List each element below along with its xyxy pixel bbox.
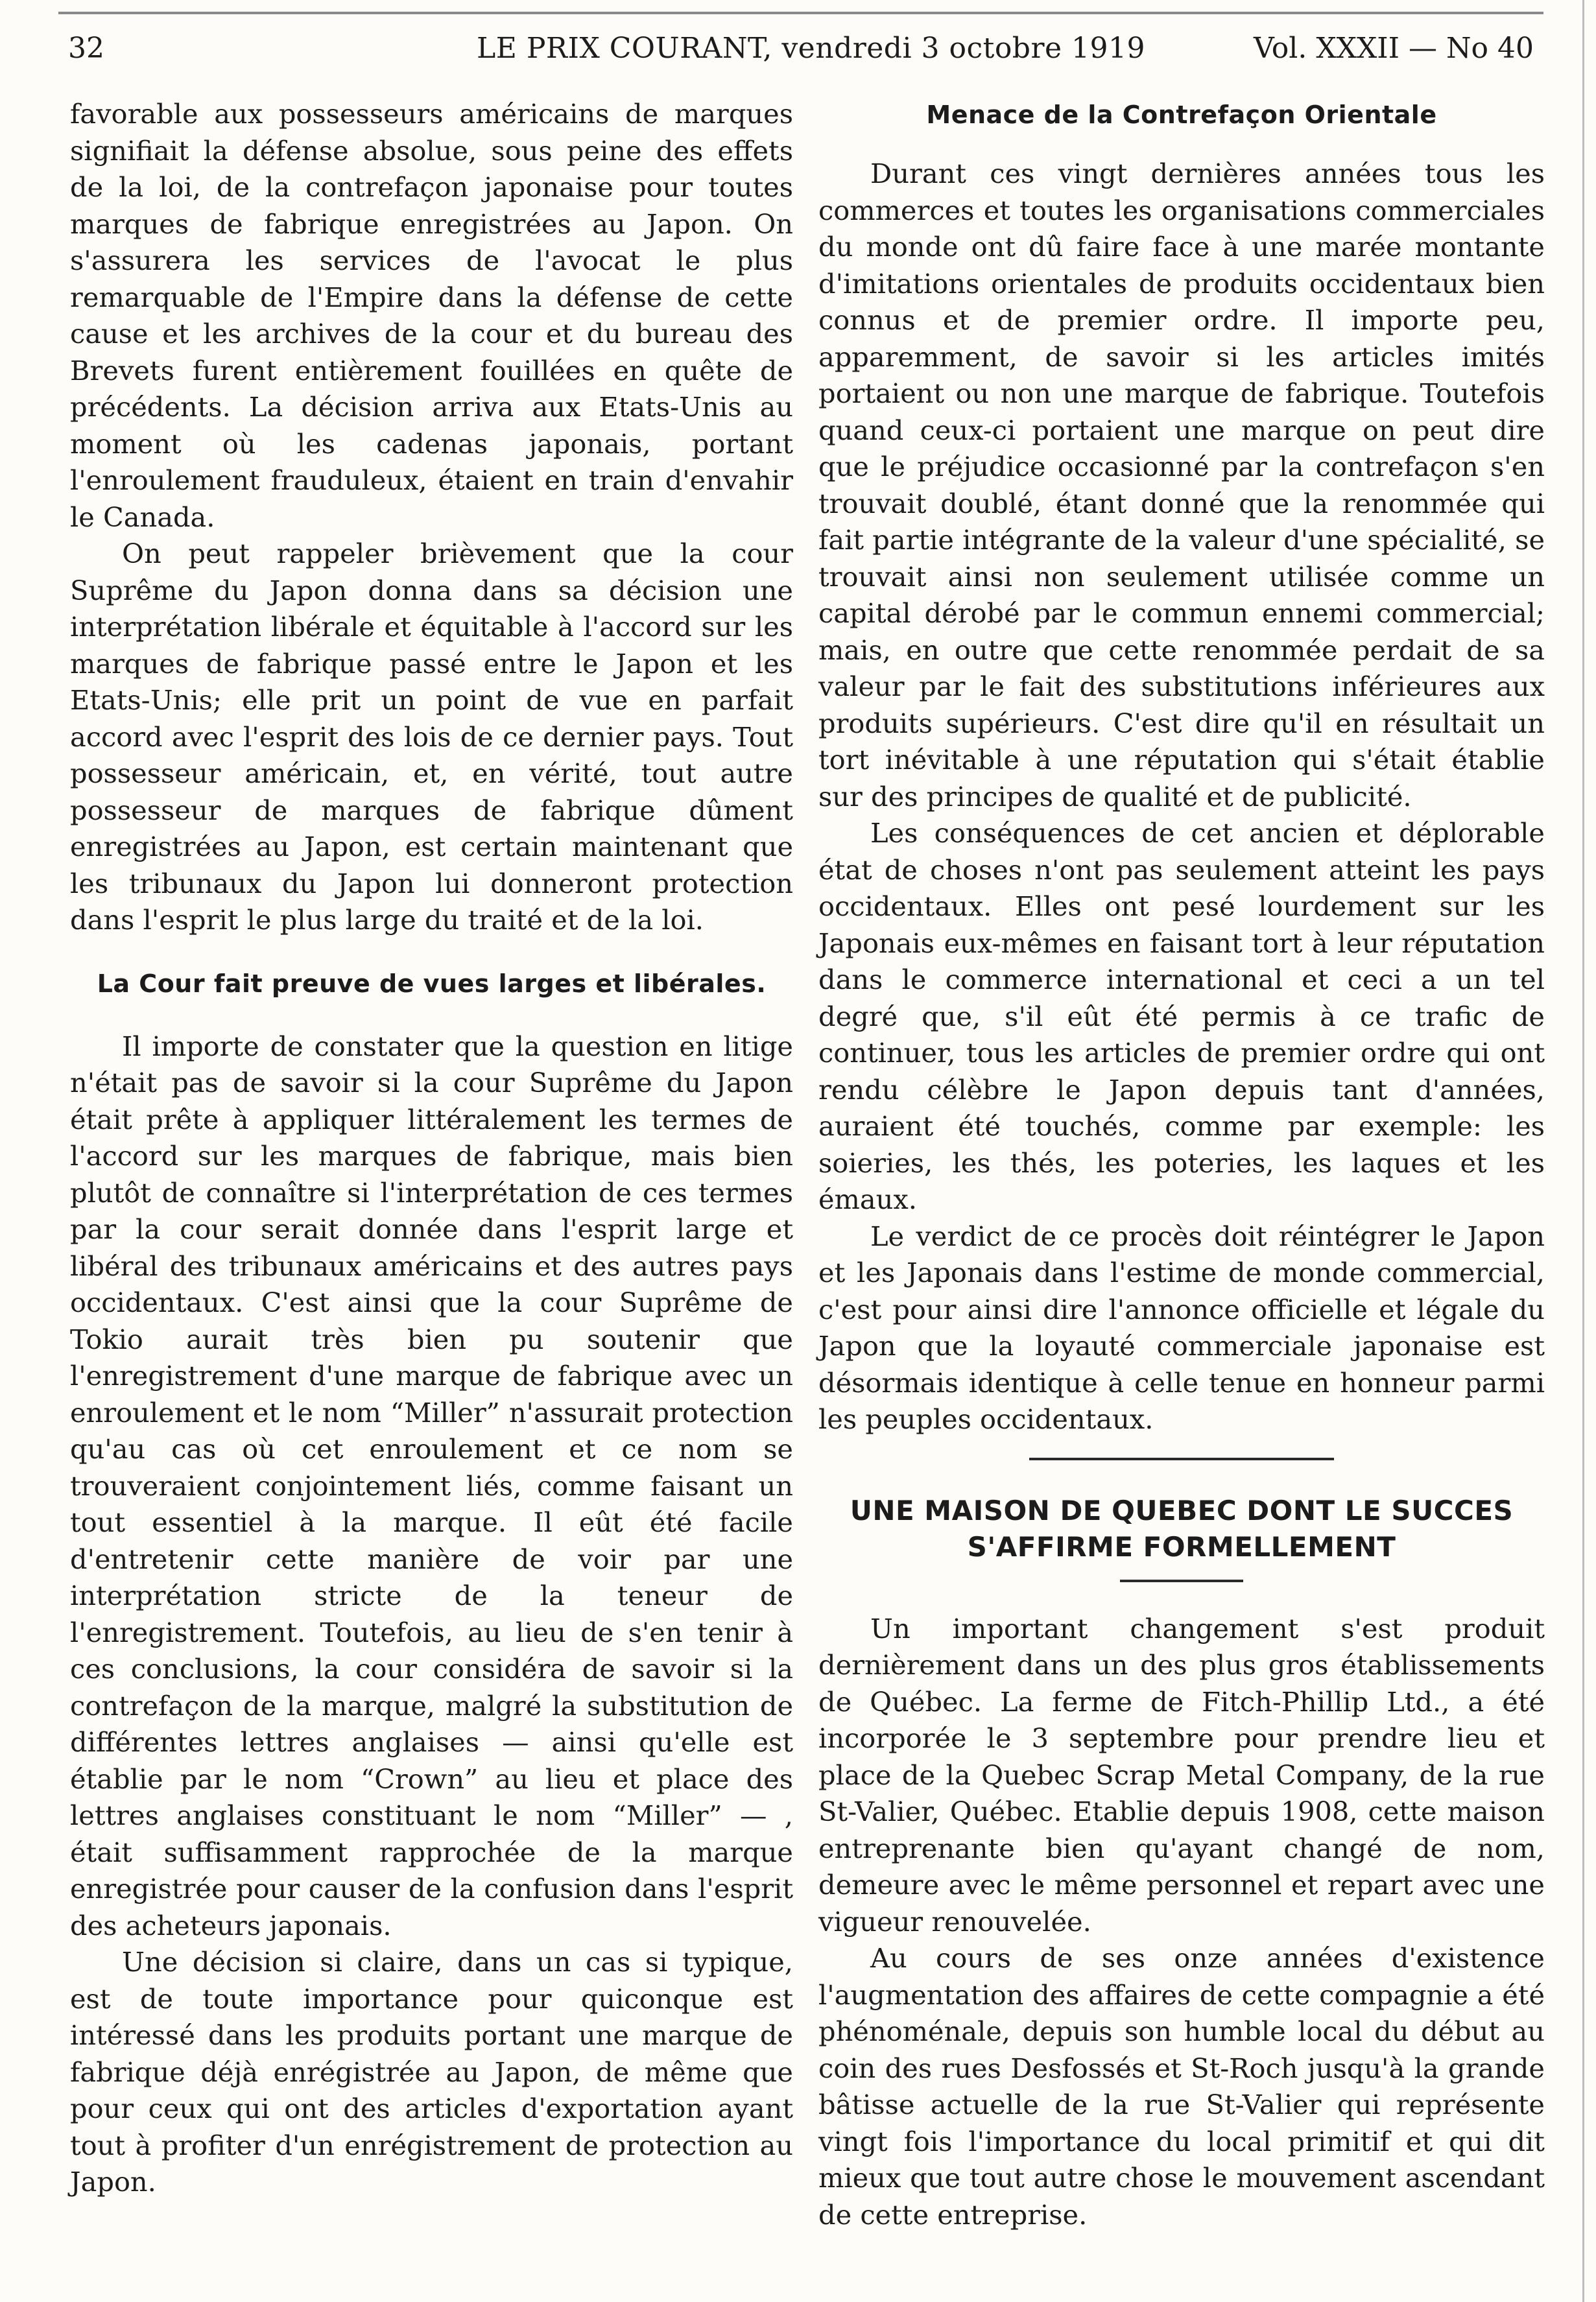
paragraph: Au cours de ses onze années d'existence l'augmentation des affaires de cette compagnie a été phénoménale, depuis son humble local du début au coin des rues Desfossés et St-Roch jusqu'à la grande bâtisse actuelle de la rue St-Valier qui représente vingt fois l'importance du local primitif et qui dit mieux que tout autre chose le mouvement ascendant de cette entreprise. <box>818 1942 1545 2231</box>
left-column <box>70 96 793 2201</box>
page-edge-line <box>1582 0 1584 2302</box>
journal-title: LE PRIX COURANT, vendredi 3 octobre 1919 <box>477 32 1146 65</box>
spacer <box>70 939 793 967</box>
right-column <box>818 96 1545 2233</box>
article-headline-line1: UNE MAISON DE QUEBEC DONT LE SUCCES <box>850 1494 1514 1526</box>
spacer <box>818 1565 1545 1580</box>
paragraph: favorable aux possesseurs américains de marques signifiait la défense absolue, sous peine des effets de la loi, de la contrefaçon japonaise pour toutes marques de fabrique enregistrées au Japon. On s'assurera les services de l'avocat le plus remarquable de l'Empire dans la défense de cette cause et les archives de la cour et du bureau des Brevets furent entièrement fouillées en quête de précédents. La décision arriva aux Etats-Unis au moment où les cadenas japonais, portant l'enroulement frauduleux, étaient en train d'envahir le Canada. <box>70 98 793 533</box>
section-heading: Menace de la Contrefaçon Orientale <box>926 101 1437 129</box>
paragraph: Les conséquences de cet ancien et déplorable état de choses n'ont pas seulement atteint les pays occidentaux. Elles ont pesé lourdement sur les Japonais eux-mêmes en faisant tort à leur réputation dans le commerce international et ceci a un tel degré que, s'il eût été permis à ce trafic de continuer, tous les articles de premier ordre qui ont rendu célèbre le Japon depuis tant d'années, auraient été touchés, comme par exemple: les soieries, les thés, les poteries, les laques et les émaux. <box>818 817 1545 1215</box>
volume-number: Vol. XXXII — No 40 <box>1254 32 1534 65</box>
paragraph: Un important changement s'est produit dernièrement dans un des plus gros établissements de Québec. La ferme de Fitch-Phillip Ltd., a été incorporée le 3 septembre pour prendre lieu et place de la Quebec Scrap Metal Company, de la rue St-Valier, Québec. Etablie depuis 1908, cette maison entreprenante bien qu'ayant changé de nom, demeure avec le même personnel et repart avec une vigueur renouvelée. <box>818 1612 1545 1938</box>
page-number: 32 <box>68 32 104 65</box>
paragraph: Durant ces vingt dernières années tous les commerces et toutes les organisations commerciales du monde ont dû faire face à une marée montante d'imitations orientales de produits occidentaux bien connus et de premier ordre. Il importe peu, apparemment, de savoir si les articles imités portaient ou non une marque de fabrique. Toutefois quand ceux-ci portaient une marque on peut dire que le préjudice occasionné par la contrefaçon s'en trouvait doublé, étant donné que la renommée qui fait partie intégrante de la valeur d'une spécialité, se trouvait ainsi non seulement utilisée comme un capital dérobé par le commun ennemi commercial; mais, en outre que cette renommée perdait de sa valeur par le fait des substitutions inférieures aux produits supérieurs. C'est dire qu'il en résultait un tort inévitable à une réputation qui s'était établie sur des principes de qualité et de publicité. <box>818 158 1545 813</box>
article-headline-line2: S'AFFIRME FORMELLEMENT <box>967 1530 1396 1563</box>
spacer <box>818 1460 1545 1493</box>
spacer <box>818 131 1545 156</box>
paragraph: On peut rappeler brièvement que la cour Suprême du Japon donna dans sa décision une interprétation libérale et équitable à l'accord sur les marques de fabrique passé entre le Japon et les Etats-Unis; elle prit un point de vue en parfait accord avec l'esprit des lois de ce dernier pays. Tout possesseur américain, et, en vérité, tout autre possesseur de marques de fabrique dûment enregistrées au Japon, est certain maintenant que les tribunaux du Japon lui donneront protection dans l'esprit le plus large du traité et de la loi. <box>70 538 793 936</box>
spacer <box>70 1000 793 1028</box>
section-heading: La Cour fait preuve de vues larges et libérales. <box>97 969 767 998</box>
paragraph: Une décision si claire, dans un cas si typique, est de toute importance pour quiconque est intéressé dans les produits portant une marque de fabrique déjà enrégistrée au Japon, de même que pour ceux qui ont des articles d'exportation ayant tout à profiter d'un enrégistrement de protection au Japon. <box>70 1946 793 2198</box>
paragraph: Il importe de constater que la question en litige n'était pas de savoir si la cour Suprême du Japon était prête à appliquer littéralement les termes de l'accord sur les marques de fabrique, mais bien plutôt de connaître si l'interprétation de ces termes par la cour serait donnée dans l'esprit large et libéral des tribunaux américains et des autres pays occidentaux. C'est ainsi que la cour Suprême de Tokio aurait très bien pu soutenir que l'enregistrement d'une marque de fabrique avec un enroulement et le nom “Miller” n'assurait protection qu'au cas où cet enroulement et ce nom se trouveraient conjointement liés, comme faisant un tout essentiel à la marque. Il eût été facile d'entretenir cette manière de voir par une interprétation stricte de la teneur de l'enregistrement. Toutefois, au lieu de s'en tenir à ces conclusions, la cour considéra de savoir si la contrefaçon de la marque, malgré la substitution de différentes lettres anglaises — ainsi qu'elle est établie par le nom “Crown” au lieu et place des lettres anglaises constituant le nom “Miller” — , était suffisamment rapprochée de la marque enregistrée pour causer de la confusion dans l'esprit des acheteurs japonais. <box>70 1030 793 1941</box>
spacer <box>818 1438 1545 1458</box>
spacer <box>818 1582 1545 1611</box>
page-header <box>68 26 1534 71</box>
top-border-rule <box>58 12 1543 14</box>
paragraph: Le verdict de ce procès doit réintégrer le Japon et les Japonais dans l'estime de monde commercial, c'est pour ainsi dire l'annonce officielle et légale du Japon que la loyauté commerciale japonaise est désormais identique à celle tenue en honneur parmi les peuples occidentaux. <box>818 1220 1545 1435</box>
